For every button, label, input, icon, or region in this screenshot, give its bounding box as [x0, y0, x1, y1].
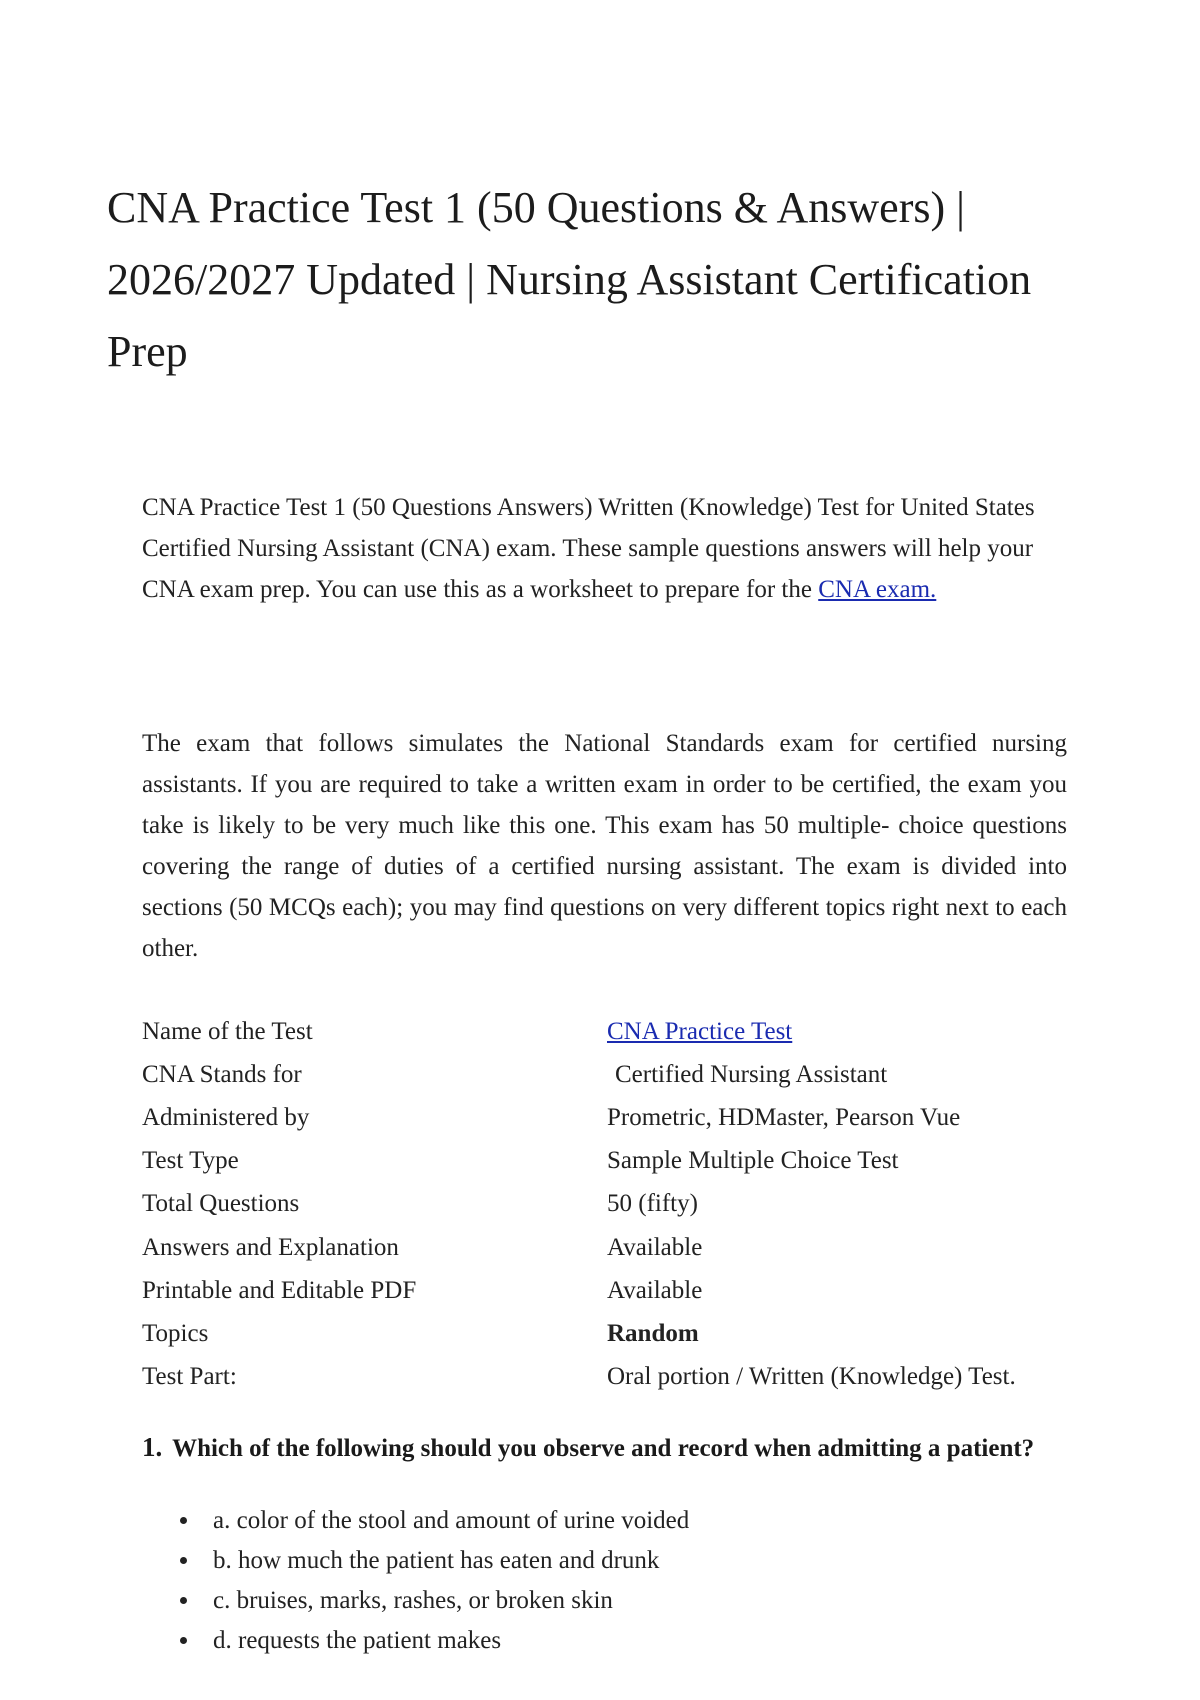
info-label: Total Questions: [142, 1190, 300, 1218]
info-row-test-type: [142, 1140, 1082, 1183]
info-label: Printable and Editable PDF: [142, 1276, 417, 1304]
info-row-test-name: [142, 1010, 1082, 1053]
answer-option-c[interactable]: [180, 1582, 980, 1619]
info-row-answers: [142, 1226, 1082, 1269]
info-label: Administered by: [142, 1103, 310, 1131]
cna-practice-test-link[interactable]: CNA Practice Test: [607, 1017, 793, 1045]
bullet-icon: [180, 1637, 187, 1644]
info-row-administered-by: [142, 1096, 1082, 1139]
info-value: Prometric, HDMaster, Pearson Vue: [607, 1103, 961, 1131]
info-label: Answers and Explanation: [142, 1233, 399, 1261]
bullet-icon: [180, 1517, 187, 1524]
info-value: Available: [607, 1276, 703, 1304]
info-value: Random: [607, 1319, 699, 1347]
option-text: c. bruises, marks, rashes, or broken skin: [213, 1587, 613, 1614]
test-info-table: [142, 1010, 1082, 1399]
answer-option-b[interactable]: [180, 1542, 980, 1579]
info-value: Sample Multiple Choice Test: [607, 1147, 899, 1175]
info-label: Test Part:: [142, 1363, 237, 1391]
document-title: CNA Practice Test 1 (50 Questions & Answers) | 2026/2027 Updated | Nursing Assistant Certification Prep: [107, 183, 1032, 376]
option-text: a. color of the stool and amount of urine voided: [213, 1507, 690, 1534]
info-value: Oral portion / Written (Knowledge) Test.: [607, 1363, 1016, 1391]
question-number: 1.: [142, 1432, 163, 1462]
info-label: Name of the Test: [142, 1017, 313, 1045]
info-row-total-questions: [142, 1183, 1082, 1226]
intro-paragraph: [142, 487, 1067, 610]
bullet-icon: [180, 1597, 187, 1604]
info-value: 50 (fifty): [607, 1190, 698, 1218]
answer-option-a[interactable]: [180, 1502, 980, 1539]
intro-text: CNA Practice Test 1 (50 Questions Answers) Written (Knowledge) Test for United States Certified Nursing Assistant (CNA) exam. These sample questions answers will help your CNA exam prep. You can use this as a worksheet to prepare for the: [142, 494, 1035, 603]
option-text: d. requests the patient makes: [213, 1627, 502, 1654]
option-text: b. how much the patient has eaten and drunk: [213, 1547, 660, 1574]
question-1: [142, 1432, 1102, 1463]
answer-options-list: [180, 1502, 980, 1662]
answer-option-d[interactable]: [180, 1622, 980, 1659]
info-value: Certified Nursing Assistant: [615, 1060, 888, 1088]
info-label: Topics: [142, 1319, 209, 1347]
info-value: Available: [607, 1233, 703, 1261]
exam-description-paragraph: The exam that follows simulates the National Standards exam for certified nursing assistants. If you are required to take a written exam in order to be certified, the exam you take is likely to be very much like this one. This exam has 50 multiple- choice questions covering the range of duties of a certified nursing assistant. The exam is divided into sections (50 MCQs each); you may find questions on very different topics right next to each other.: [142, 730, 1067, 962]
cna-exam-link[interactable]: CNA exam.: [818, 576, 937, 603]
info-row-pdf: [142, 1269, 1082, 1312]
bullet-icon: [180, 1557, 187, 1564]
info-label: Test Type: [142, 1147, 239, 1175]
question-text: Which of the following should you observe and record when admitting a patient?: [172, 1435, 1035, 1462]
info-row-test-part: [142, 1356, 1082, 1399]
info-row-stands-for: [142, 1053, 1082, 1096]
info-row-topics: [142, 1312, 1082, 1355]
info-label: CNA Stands for: [142, 1060, 302, 1088]
